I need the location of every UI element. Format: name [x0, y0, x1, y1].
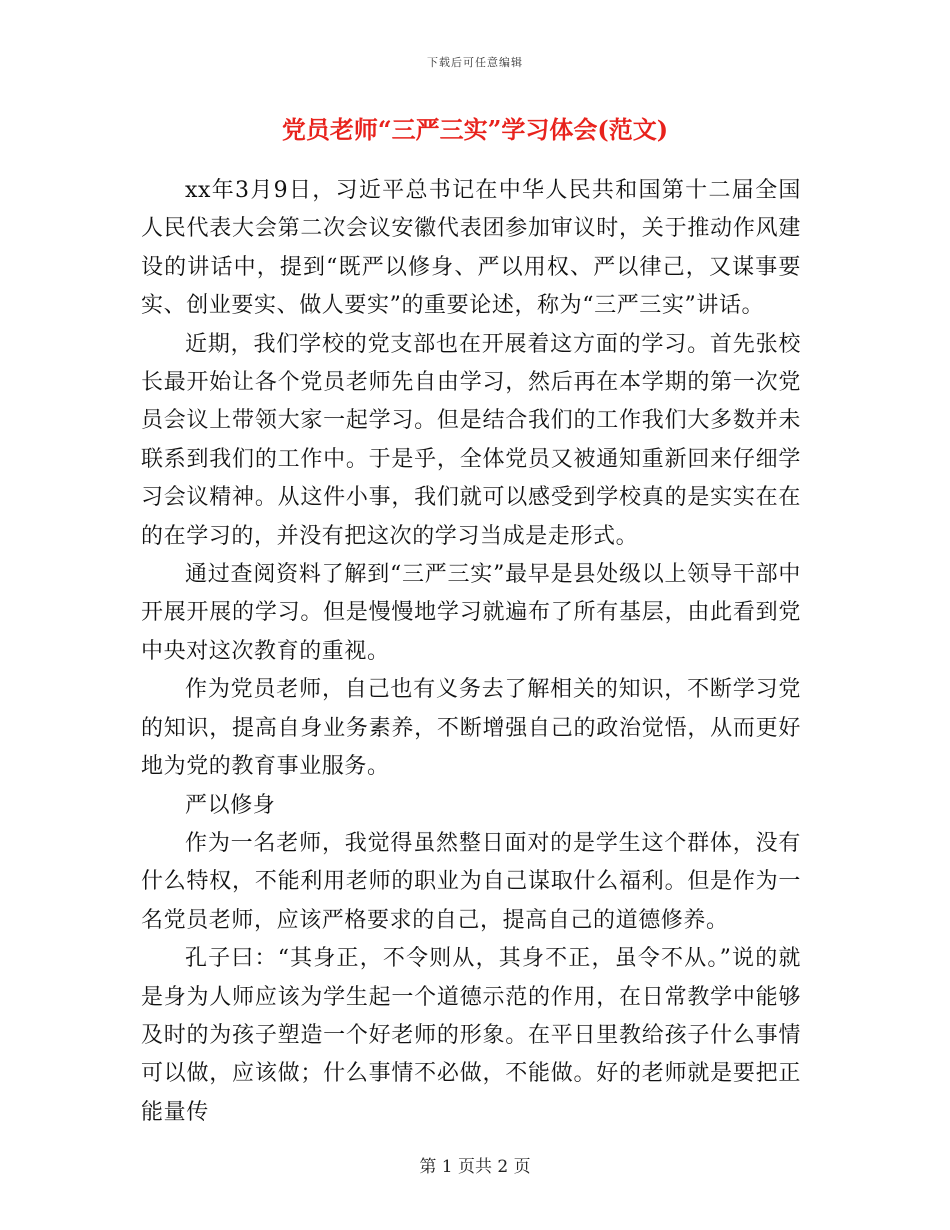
paragraph-6: 孔子曰：“其身正，不令则从，其身不正，虽令不从。”说的就是身为人师应该为学生起一个道德示范的作用，在日常教学中能够及时的为孩子塑造一个好老师的形象。在平日里教给孩子什么事情可以做，应该做；什么事情不必做，不能做。好的老师就是要把正能量传: [141, 946, 801, 1125]
section-heading: 严以修身: [185, 792, 276, 818]
paragraph-1: xx年3月9日，习近平总书记在中华人民共和国第十二届全国人民代表大会第二次会议安徽代表团参加审议时，关于推动作风建设的讲话中，提到“既严以修身、严以用权、严以律己，又谋事要实、创业要实、做人要实”的重要论述，称为“三严三实”讲话。: [141, 178, 801, 319]
document-body: [141, 172, 801, 1132]
paragraph-2: 近期，我们学校的党支部也在开展着这方面的学习。首先张校长最开始让各个党员老师先自由学习，然后再在本学期的第一次党员会议上带领大家一起学习。但是结合我们的工作我们大多数并未联系到我们的工作中。于是乎，全体党员又被通知重新回来仔细学习会议精神。从这件小事，我们就可以感受到学校真的是实实在在的在学习的，并没有把这次的学习当成是走形式。: [141, 331, 801, 549]
paragraph-4: 作为党员老师，自己也有义务去了解相关的知识，不断学习党的知识，提高自身业务素养，不断增强自己的政治觉悟，从而更好地为党的教育事业服务。: [141, 677, 801, 780]
paragraph-5: 作为一名老师，我觉得虽然整日面对的是学生这个群体，没有什么特权，不能利用老师的职业为自己谋取什么福利。但是作为一名党员老师，应该严格要求的自己，提高自己的道德修养。: [141, 830, 801, 933]
document-title: 党员老师“三严三实”学习体会(范文): [281, 115, 669, 144]
page-number: 第 1 页共 2 页: [419, 1157, 531, 1177]
header-note: 下载后可任意编辑: [427, 56, 523, 69]
paragraph-3: 通过查阅资料了解到“三严三实”最早是县处级以上领导干部中开展开展的学习。但是慢慢地学习就遍布了所有基层，由此看到党中央对这次教育的重视。: [141, 562, 801, 664]
